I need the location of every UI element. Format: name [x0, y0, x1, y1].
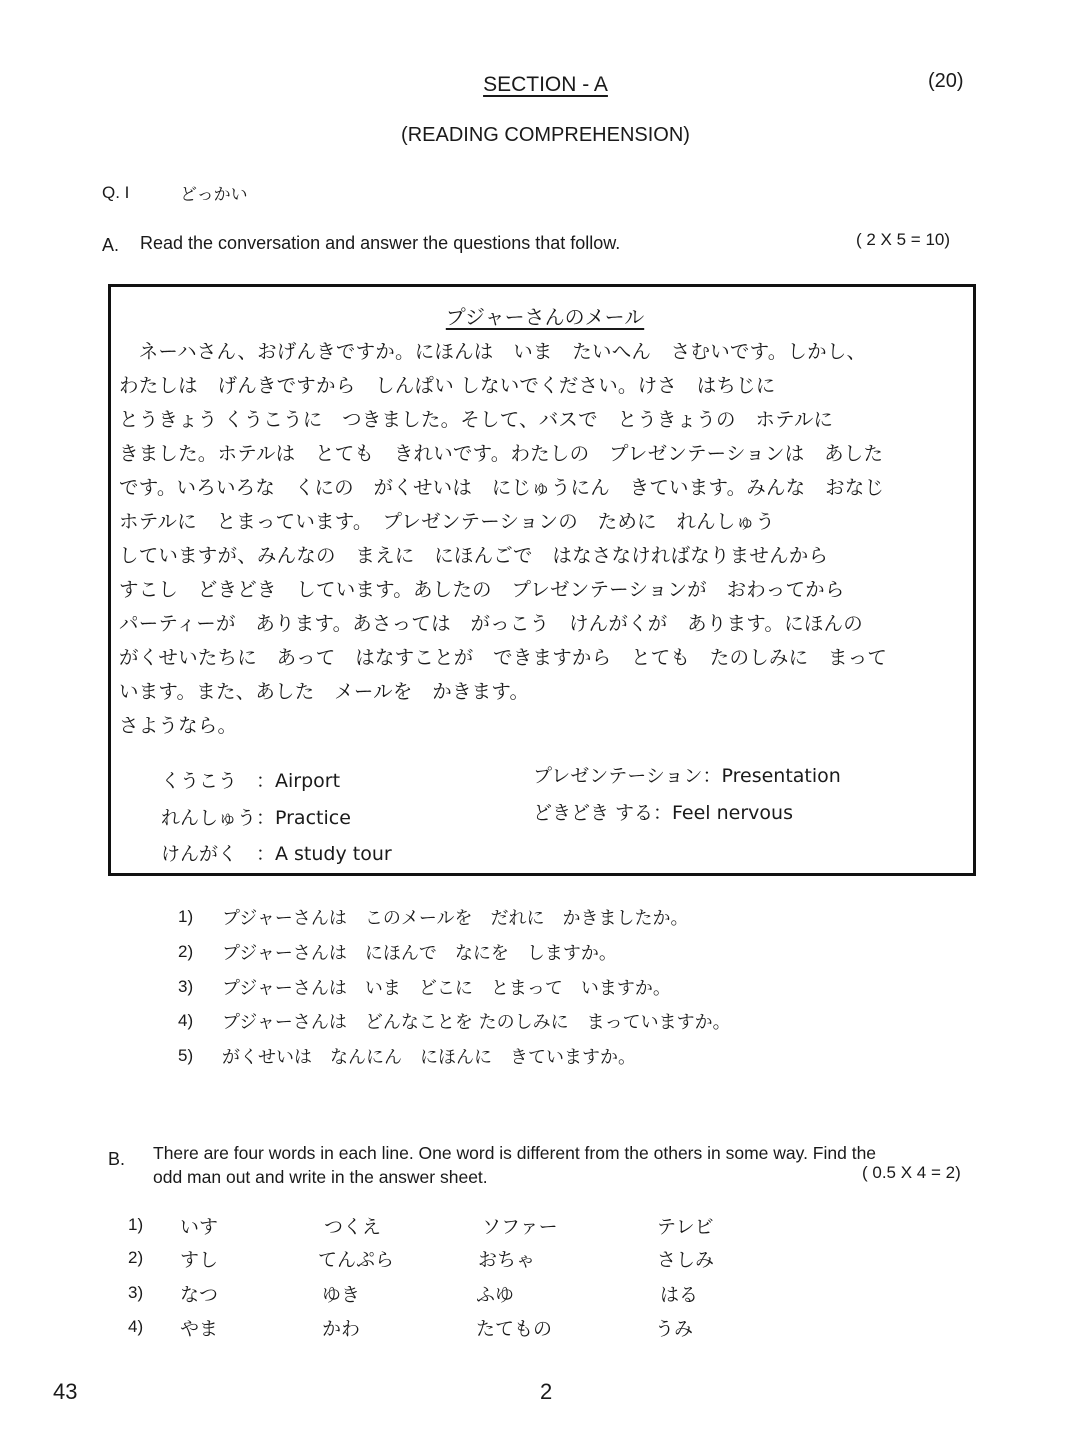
word-option: てんぷら: [318, 1249, 395, 1271]
word-option: かわ: [322, 1318, 361, 1340]
part-b-instruction: [153, 1141, 983, 1189]
word-option: つくえ: [324, 1216, 382, 1238]
page-number: 2: [540, 1379, 553, 1404]
question-item: [0, 904, 1091, 934]
question-item-number: 5): [178, 1046, 194, 1065]
question-item-text: がくせいは なんにん にほんに きていますか。: [222, 1047, 636, 1068]
word-row: [0, 1280, 1091, 1310]
mail-line: さようなら。: [119, 714, 238, 737]
mail-line: していますが、みんなの まえに にほんごで はなさなければなりませんから: [119, 544, 829, 567]
section-subtitle: (READING COMPREHENSION): [401, 124, 690, 146]
word-option: はる: [660, 1284, 699, 1306]
question-item: [0, 939, 1091, 969]
glossary-feel-nervous: どきどき する：Feel nervous: [533, 802, 793, 824]
question-item-text: プジャーさんは いま どこに とまって いますか。: [222, 978, 671, 999]
word-option: ゆき: [322, 1284, 361, 1306]
word-option: すし: [180, 1249, 219, 1271]
glossary-presentation: プレゼンテーション：Presentation: [533, 765, 841, 787]
mail-line: ホテルに とまっています。 プレゼンテーションの ために れんしゅう: [119, 510, 775, 533]
part-a-label: A.: [102, 235, 120, 255]
word-option: いす: [180, 1216, 219, 1238]
question-item-text: プジャーさんは どんなことを たのしみに まっていますか。: [222, 1012, 731, 1033]
word-row-number: 4): [128, 1317, 144, 1336]
part-a-instruction: Read the conversation and answer the questions that follow.: [140, 233, 621, 253]
mail-line: います。また、あした メールを かきます。: [119, 680, 530, 703]
question-item-number: 3): [178, 977, 194, 996]
part-a-marks: ( 2 X 5 = 10): [856, 230, 951, 249]
mail-line: とうきょう くうこうに つきました。そして、バスで とうきょうの ホテルに: [119, 408, 834, 431]
word-option: うみ: [655, 1318, 694, 1340]
section-title: SECTION - A: [483, 73, 608, 96]
word-option: さしみ: [657, 1249, 715, 1271]
word-option: たてもの: [476, 1318, 553, 1340]
part-b-instruction-line: odd man out and write in the answer sheet.: [153, 1167, 488, 1187]
word-option: ふゆ: [476, 1284, 515, 1306]
word-option: なつ: [180, 1284, 219, 1306]
question-number: Q. I: [102, 183, 130, 202]
part-b-instruction-line: There are four words in each line. One word is different from the others in some way. Find the: [153, 1143, 877, 1163]
mail-line: がくせいたちに あって はなすことが できますから とても たのしみに まって: [119, 646, 888, 669]
question-item-text: プジャーさんは このメールを だれに かきましたか。: [222, 908, 689, 929]
mail-body: [119, 335, 969, 743]
glossary-airport: くうこう ：Airport: [161, 770, 341, 792]
word-option: ソファー: [482, 1216, 558, 1238]
mail-passage-box: [108, 284, 976, 876]
word-option: テレビ: [657, 1216, 714, 1238]
mail-line: きました。ホテルは とても きれいです。わたしの プレゼンテーションは あした: [119, 442, 884, 465]
footer-code: 43: [53, 1379, 78, 1404]
section-marks: (20): [928, 70, 964, 92]
word-row: [0, 1212, 1091, 1242]
question-item-text: プジャーさんは にほんで なにを しますか。: [222, 943, 617, 964]
question-title: どっかい: [180, 185, 248, 205]
word-row-number: 1): [128, 1215, 144, 1234]
word-row-number: 3): [128, 1283, 144, 1302]
glossary-practice: れんしゅう：Practice: [161, 807, 351, 829]
part-b-label: B.: [108, 1149, 126, 1169]
mail-title: プジャーさんのメール: [445, 305, 645, 329]
question-item-number: 2): [178, 942, 194, 961]
glossary-study-tour: けんがく ：A study tour: [161, 843, 392, 865]
word-row: [0, 1245, 1091, 1275]
question-item: [0, 1008, 1091, 1038]
question-item-number: 1): [178, 907, 194, 926]
mail-line: です。いろいろな くにの がくせいは にじゅうにん きています。みんな おなじ: [119, 476, 885, 499]
mail-line: すこし どきどき しています。あしたの プレゼンテーションが おわってから: [119, 578, 845, 601]
word-row: [0, 1314, 1091, 1344]
mail-line: わたしは げんきですから しんぱい しないでください。けさ はちじに: [119, 374, 776, 397]
word-row-number: 2): [128, 1248, 144, 1267]
word-option: やま: [180, 1318, 219, 1340]
mail-line: パーティーが あります。あさっては がっこう けんがくが あります。にほんの: [119, 612, 863, 635]
question-item-number: 4): [178, 1011, 194, 1030]
part-b-marks: ( 0.5 X 4 = 2): [862, 1163, 961, 1182]
question-item: [0, 974, 1091, 1004]
question-item: [0, 1043, 1091, 1073]
word-option: おちゃ: [478, 1249, 536, 1271]
mail-line: ネーハさん、おげんきですか。にほんは いま たいへん さむいです。しかし、: [119, 340, 867, 363]
